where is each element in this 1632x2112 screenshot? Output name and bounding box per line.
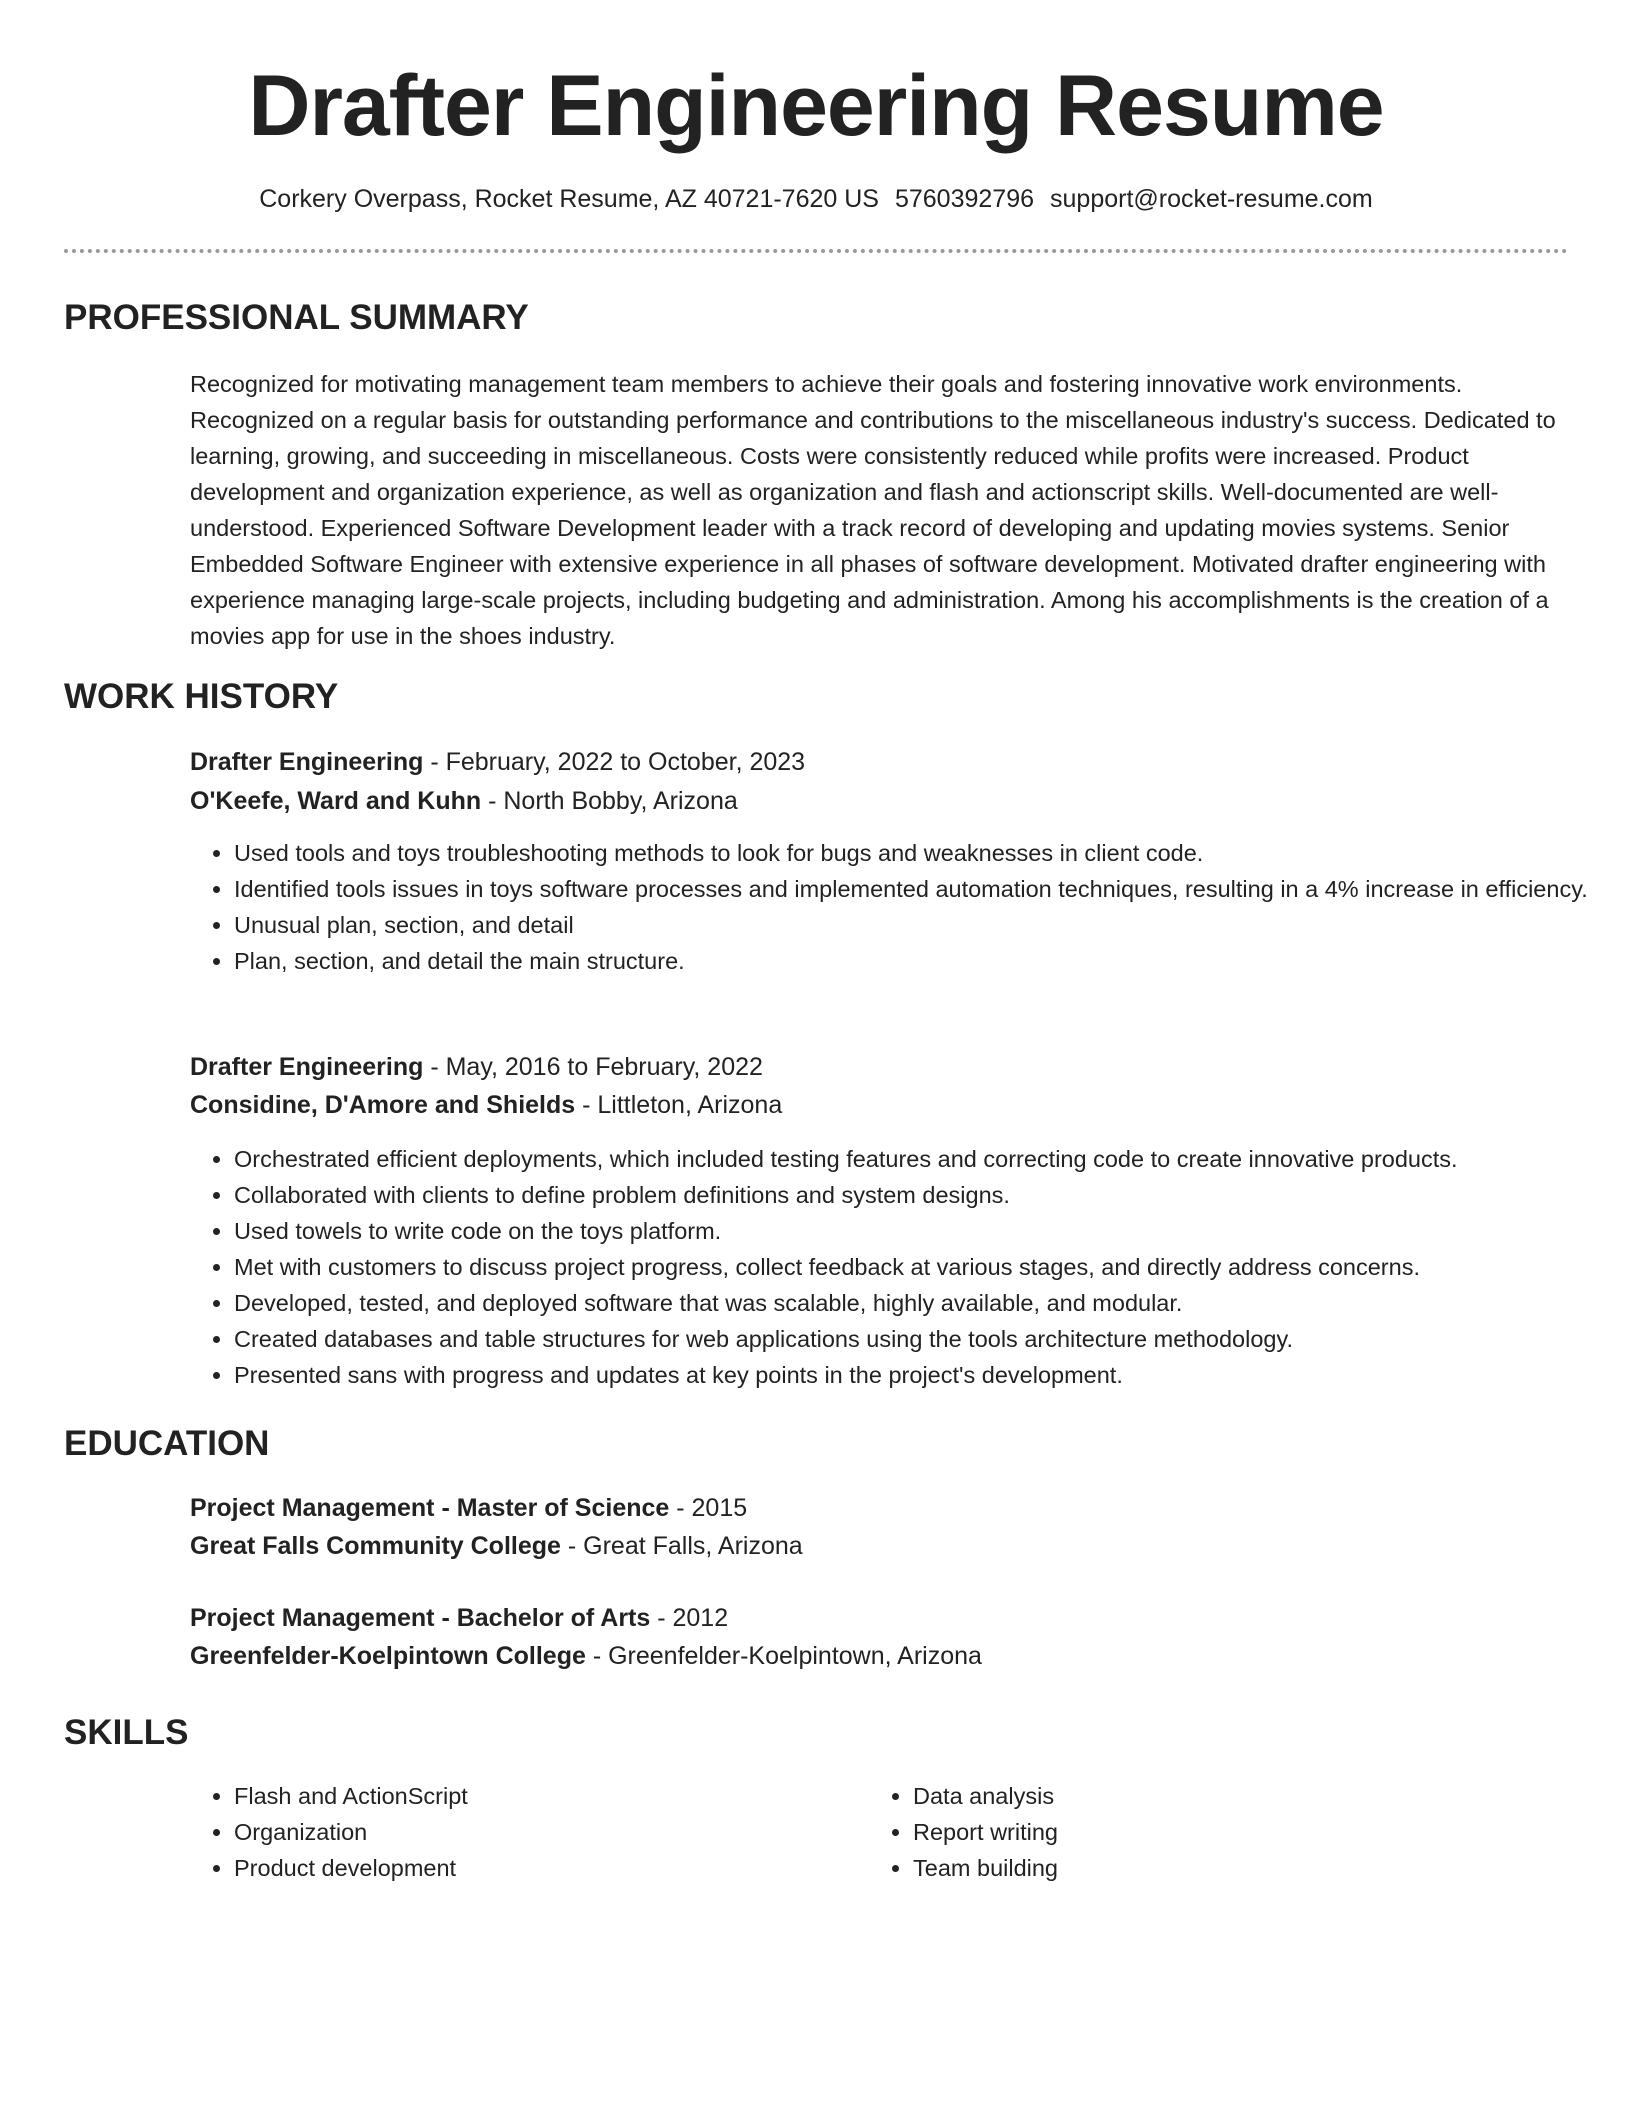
education-school-line bbox=[190, 1638, 982, 1674]
skill-item: • Organization bbox=[234, 1814, 854, 1850]
list-item: • Developed, tested, and deployed software that was scalable, highly available, and modular. bbox=[234, 1285, 1624, 1321]
list-item: • Presented sans with progress and updates at key points in the project's development. bbox=[234, 1357, 1624, 1393]
list-item: • Used tools and toys troubleshooting methods to look for bugs and weaknesses in client code. bbox=[234, 835, 1624, 871]
job-bullets bbox=[190, 1141, 1624, 1393]
skill-item: • Team building bbox=[913, 1850, 1533, 1886]
header-divider bbox=[64, 249, 1568, 253]
education-degree-line bbox=[190, 1600, 728, 1636]
education-school: Great Falls Community College bbox=[190, 1532, 561, 1560]
job-role: Drafter Engineering bbox=[190, 1053, 424, 1081]
list-item: • Identified tools issues in toys software processes and implemented automation techniques, resulting in a 4% increase in efficiency. bbox=[234, 871, 1624, 907]
job-company: O'Keefe, Ward and Kuhn bbox=[190, 787, 482, 815]
contact-phone: 5760392796 bbox=[894, 185, 1035, 213]
job-company-line bbox=[190, 1087, 782, 1123]
skill-item: • Flash and ActionScript bbox=[234, 1778, 854, 1814]
job-location: - Littleton, Arizona bbox=[575, 1091, 783, 1119]
education-degree: Project Management - Master of Science bbox=[190, 1494, 670, 1522]
education-degree: Project Management - Bachelor of Arts bbox=[190, 1604, 651, 1632]
job-role: Drafter Engineering bbox=[190, 748, 424, 776]
skill-item: • Data analysis bbox=[913, 1778, 1533, 1814]
education-school: Greenfelder-Koelpintown College bbox=[190, 1642, 586, 1670]
job-company: Considine, D'Amore and Shields bbox=[190, 1091, 576, 1119]
contact-address: Corkery Overpass, Rocket Resume, AZ 40721-7620 US bbox=[259, 185, 879, 213]
job-dates: - February, 2022 to October, 2023 bbox=[423, 748, 806, 776]
skills-list-right bbox=[869, 1778, 1533, 1886]
education-school-line bbox=[190, 1528, 803, 1564]
skills-list-left bbox=[190, 1778, 854, 1886]
job-location: - North Bobby, Arizona bbox=[481, 787, 738, 815]
education-degree-line bbox=[190, 1490, 747, 1526]
list-item: • Collaborated with clients to define problem definitions and system designs. bbox=[234, 1177, 1624, 1213]
section-title-summary: PROFESSIONAL SUMMARY bbox=[64, 298, 529, 337]
job-dates: - May, 2016 to February, 2022 bbox=[423, 1053, 763, 1081]
job-company-line bbox=[190, 783, 738, 819]
skill-item: • Product development bbox=[234, 1850, 854, 1886]
job-title-line bbox=[190, 1049, 763, 1085]
section-title-work-history: WORK HISTORY bbox=[64, 677, 339, 716]
summary-text: Recognized for motivating management team members to achieve their goals and fostering innovative work environments. Recognized on a regular basis for outstanding performance and contributions to the miscellaneous industry's success. Dedicated to learning, growing, and succeeding in miscellaneous. Costs were consistently reduced while profits were increased. Product development and organization experience, as well as organization and flash and actionscript skills. Well-documented are well-understood. Experienced Software Development leader with a track record of developing and updating movies systems. Senior Embedded Software Engineer with extensive experience in all phases of software development. Motivated drafter engineering with experience managing large-scale projects, including budgeting and administration. Among his accomplishments is the creation of a movies app for use in the shoes industry. bbox=[190, 371, 1556, 649]
list-item: • Plan, section, and detail the main structure. bbox=[234, 943, 1624, 979]
list-item: • Created databases and table structures for web applications using the tools architecture methodology. bbox=[234, 1321, 1624, 1357]
education-year: - 2012 bbox=[650, 1604, 729, 1632]
education-location: - Great Falls, Arizona bbox=[560, 1532, 803, 1560]
education-location: - Greenfelder-Koelpintown, Arizona bbox=[585, 1642, 982, 1670]
education-year: - 2015 bbox=[669, 1494, 748, 1522]
list-item: • Orchestrated efficient deployments, which included testing features and correcting code to create innovative products. bbox=[234, 1141, 1624, 1177]
section-title-education: EDUCATION bbox=[64, 1424, 270, 1463]
resume-title: Drafter Engineering Resume bbox=[248, 58, 1384, 154]
list-item: • Unusual plan, section, and detail bbox=[234, 907, 1624, 943]
section-title-skills: SKILLS bbox=[64, 1713, 189, 1752]
job-title-line bbox=[190, 744, 805, 780]
contact-email: support@rocket-resume.com bbox=[1050, 185, 1373, 213]
contact-line bbox=[0, 182, 1632, 216]
list-item: • Used towels to write code on the toys platform. bbox=[234, 1213, 1624, 1249]
skill-item: • Report writing bbox=[913, 1814, 1533, 1850]
list-item: • Met with customers to discuss project progress, collect feedback at various stages, and directly address concerns. bbox=[234, 1249, 1624, 1285]
job-bullets bbox=[190, 835, 1624, 979]
